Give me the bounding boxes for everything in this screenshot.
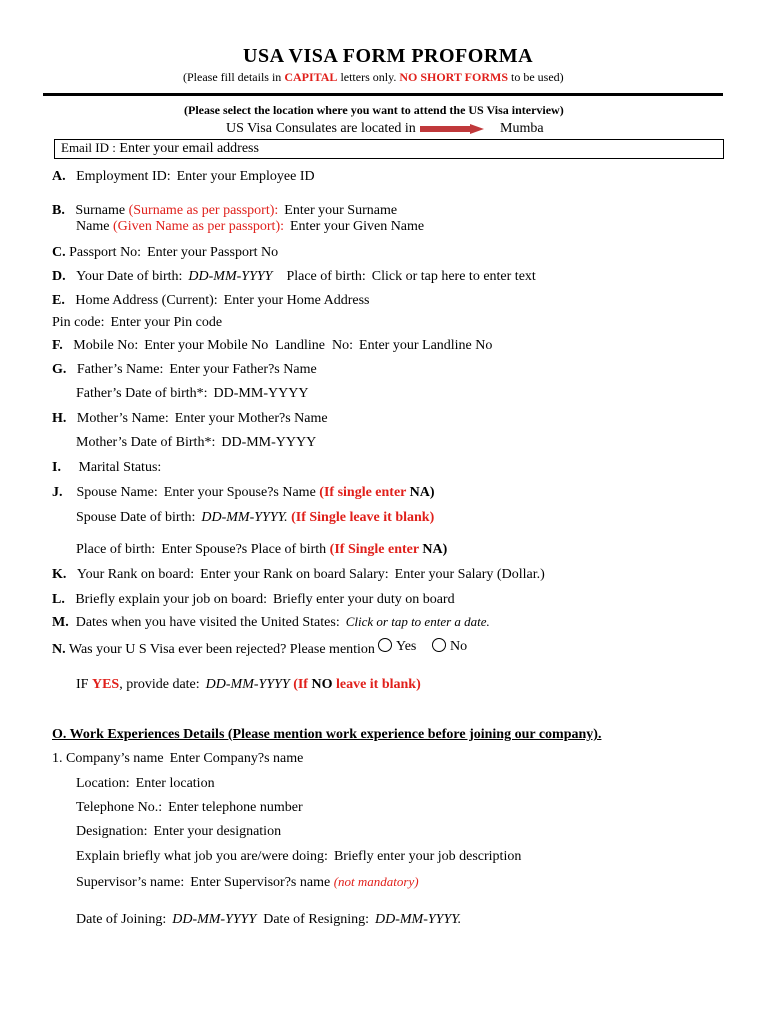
row-father-dob: Father’s Date of birth*: DD-MM-YYYY — [76, 386, 309, 401]
form-title: USA VISA FORM PROFORMA — [243, 45, 534, 67]
email-field[interactable] — [61, 140, 259, 157]
dob-input[interactable]: DD-MM-YYYY — [188, 269, 273, 284]
row-company: 1. Company’s name Enter Company?s name — [52, 751, 304, 766]
row-pin: Pin code: Enter your Pin code — [52, 315, 223, 330]
radio-yes[interactable]: Yes — [378, 638, 416, 655]
employee-id-input[interactable]: Enter your Employee ID — [176, 169, 315, 184]
salary-input[interactable]: Enter your Salary — [394, 567, 494, 582]
surname-input[interactable]: Enter your Surname — [284, 203, 398, 218]
email-input[interactable]: Enter your email address — [119, 141, 259, 156]
email-label: Email ID : — [61, 140, 116, 155]
row-spouse-pob: Place of birth: Enter Spouse?s Place of birth (If Single enter NA) — [76, 542, 448, 557]
radio-circle-icon[interactable] — [378, 638, 392, 652]
work-experience-heading: O. Work Experiences Details (Please mention work experience before joining our company). — [52, 727, 602, 742]
rejection-date-input[interactable]: DD-MM-YYYY — [205, 677, 290, 692]
row-mother-name: H. Mother’s Name: Enter your Mother?s Name — [52, 411, 328, 426]
company-input[interactable]: Enter Company?s name — [169, 751, 304, 766]
row-surname: B. Surname (Surname as per passport): Enter your Surname — [52, 203, 398, 218]
radio-circle-icon[interactable] — [432, 638, 446, 652]
row-father-name: G. Father’s Name: Enter your Father?s Name — [52, 362, 317, 377]
consulate-select[interactable]: Mumba — [500, 121, 544, 136]
job-description-input[interactable]: Briefly enter your job description — [333, 849, 522, 864]
row-mother-dob: Mother’s Date of Birth*: DD-MM-YYYY — [76, 435, 317, 450]
telephone-input[interactable]: Enter telephone number — [168, 800, 303, 815]
row-us-visit-dates: M. Dates when you have visited the United States: Click or tap to enter a date. — [52, 614, 490, 630]
row-rejection-date: IF YES, provide date: DD-MM-YYYY (If NO leave it blank) — [76, 677, 421, 692]
form-subtitle: (Please fill details in CAPITAL letters only. NO SHORT FORMS to be used) — [183, 70, 564, 84]
row-dates: Date of Joining: DD-MM-YYYY Date of Resigning: DD-MM-YYYY. — [76, 912, 462, 927]
spouse-dob-input[interactable]: DD-MM-YYYY. — [201, 510, 288, 525]
duty-input[interactable]: Briefly enter your duty on board — [273, 592, 455, 607]
passport-input[interactable]: Enter your Passport No — [147, 245, 279, 260]
mother-name-input[interactable]: Enter your Mother?s Name — [174, 411, 328, 426]
row-supervisor: Supervisor’s name: Enter Supervisor?s name (not mandatory) — [76, 874, 419, 890]
header-divider — [43, 93, 723, 96]
consulates-label: US Visa Consulates are located in — [226, 121, 416, 136]
landline-input[interactable]: Enter your Landline No — [359, 338, 493, 353]
row-location: Location: Enter location — [76, 776, 215, 791]
location-input[interactable]: Enter location — [135, 776, 215, 791]
row-designation: Designation: Enter your designation — [76, 824, 282, 839]
row-job-on-board: L. Briefly explain your job on board: Briefly enter your duty on board — [52, 592, 455, 607]
spouse-name-input[interactable]: Enter your Spouse?s Name — [163, 485, 316, 500]
row-spouse-name: J. Spouse Name: Enter your Spouse?s Name (If single enter NA) — [52, 485, 435, 500]
mother-dob-input[interactable]: DD-MM-YYYY — [221, 435, 317, 450]
row-telephone: Telephone No.: Enter telephone number — [76, 800, 303, 815]
father-dob-input[interactable]: DD-MM-YYYY — [213, 386, 309, 401]
place-of-birth-input[interactable]: Click or tap here to enter text — [371, 269, 536, 284]
row-mobile: F. Mobile No: Enter your Mobile No Landline No: Enter your Landline No — [52, 338, 493, 353]
row-address: E. Home Address (Current): Enter your Home Address — [52, 293, 370, 308]
spouse-pob-input[interactable]: Enter Spouse?s Place of birth — [161, 542, 327, 557]
joining-date-input[interactable]: DD-MM-YYYY — [172, 912, 257, 927]
address-input[interactable]: Enter your Home Address — [223, 293, 370, 308]
row-job-description: Explain briefly what job you are/were doing: Briefly enter your job description — [76, 849, 522, 864]
location-instruction: (Please select the location where you want to attend the US Visa interview) — [184, 103, 564, 117]
row-rank: K. Your Rank on board: Enter your Rank on board Salary: Enter your Salary (Dollar.) — [52, 567, 545, 582]
row-employment-id: A. Employment ID: Enter your Employee ID — [52, 169, 315, 184]
mobile-input[interactable]: Enter your Mobile No — [144, 338, 269, 353]
row-marital-status: I. Marital Status: — [52, 460, 162, 475]
designation-input[interactable]: Enter your designation — [153, 824, 282, 839]
row-passport: C. Passport No: Enter your Passport No — [52, 245, 279, 260]
row-dob: D. Your Date of birth: DD-MM-YYYY Place of birth: Click or tap here to enter text — [52, 269, 536, 284]
visit-date-input[interactable]: Click or tap to enter a date. — [345, 614, 490, 629]
resigning-date-input[interactable]: DD-MM-YYYY. — [375, 912, 462, 927]
radio-no[interactable]: No — [432, 638, 467, 655]
row-given-name: Name (Given Name as per passport): Enter your Given Name — [76, 219, 425, 234]
row-visa-rejected: N. Was your U S Visa ever been rejected? Please mention — [52, 642, 375, 657]
supervisor-input[interactable]: Enter Supervisor?s name — [190, 875, 331, 890]
given-name-input[interactable]: Enter your Given Name — [290, 219, 425, 234]
row-spouse-dob: Spouse Date of birth: DD-MM-YYYY. (If Single leave it blank) — [76, 510, 435, 525]
pin-input[interactable]: Enter your Pin code — [110, 315, 223, 330]
rank-input[interactable]: Enter your Rank on board — [200, 567, 346, 582]
right-arrow-icon — [420, 124, 484, 134]
father-name-input[interactable]: Enter your Father?s Name — [169, 362, 317, 377]
